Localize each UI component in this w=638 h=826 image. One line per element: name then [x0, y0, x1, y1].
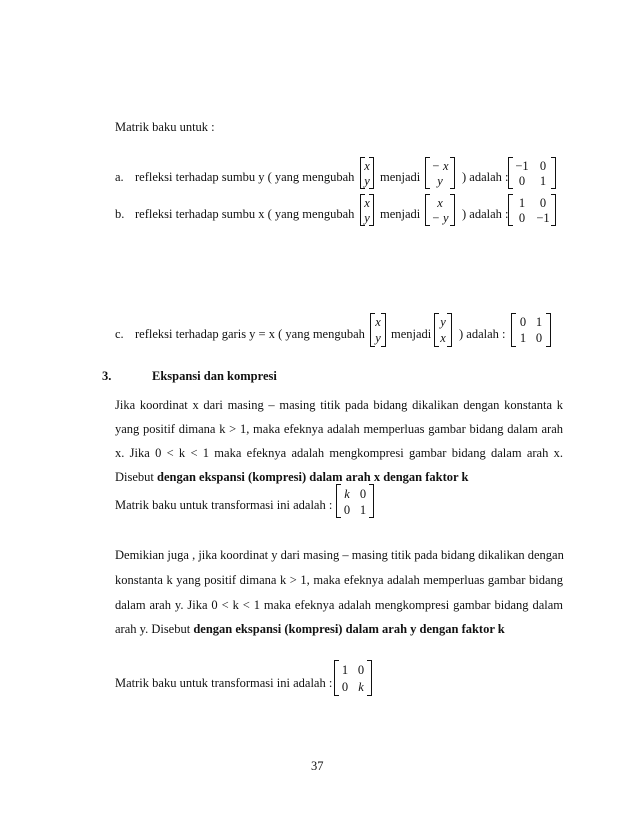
matrix-entry: 0: [343, 503, 351, 517]
matrix-entry: 0: [518, 211, 526, 225]
para2-bold: dengan ekspansi (kompresi) dalam arah y dengan faktor k: [193, 622, 505, 636]
item-a-middle: menjadi: [380, 170, 421, 184]
para1-line-4: [115, 470, 468, 485]
para1-line-3: x. Jika 0 < k < 1 maka efeknya adalah mengkompresi gambar bidang dalam arah x.: [115, 446, 563, 460]
item-b-to-vector: [425, 194, 455, 226]
item-c-end: ) adalah :: [459, 327, 506, 341]
vector-entry: − x: [431, 159, 449, 173]
matrix-entry: 0: [357, 663, 365, 677]
matrix-entry: 1: [359, 503, 367, 517]
item-c-from-vector: [370, 313, 386, 347]
vector-entry: y: [440, 315, 446, 329]
vector-entry: y: [375, 331, 381, 345]
item-c-label: c.: [115, 327, 124, 341]
section-number: 3.: [102, 369, 112, 383]
matrix-entry: 0: [341, 680, 349, 694]
item-c-text: refleksi terhadap garis y = x ( yang mengubah: [135, 327, 365, 341]
item-c-matrix: [511, 313, 551, 347]
matrix-entry: 0: [535, 331, 543, 345]
item-b-matrix: [508, 194, 556, 226]
vector-entry: y: [364, 174, 370, 188]
para2-lead: arah y. Disebut: [115, 622, 191, 636]
item-b-end: ) adalah :: [462, 207, 509, 221]
expansion-y-matrix: [334, 660, 372, 696]
matrix-entry: −1: [515, 159, 529, 173]
item-a-to-vector: [425, 157, 455, 189]
matrix-entry: 0: [539, 196, 547, 210]
para1-bold: dengan ekspansi (kompresi) dalam arah x dengan faktor k: [157, 470, 469, 484]
matrix-entry: 1: [518, 196, 526, 210]
para2-line-2: konstanta k yang positif dimana k > 1, maka efeknya adalah memperluas gambar bidang: [115, 573, 563, 587]
matrix-entry: 0: [359, 487, 367, 501]
expansion-x-matrix: [336, 484, 374, 518]
vector-entry: y: [437, 174, 443, 188]
matrix-label-2: Matrik baku untuk transformasi ini adalah :: [115, 676, 333, 690]
vector-entry: − y: [431, 211, 449, 225]
item-a-from-vector: [360, 157, 374, 189]
matrix-entry: 1: [535, 315, 543, 329]
para1-line-1: Jika koordinat x dari masing – masing titik pada bidang dikalikan dengan konstanta k: [115, 398, 563, 412]
matrix-entry: −1: [536, 211, 550, 225]
vector-entry: x: [364, 196, 370, 210]
vector-entry: x: [364, 159, 370, 173]
vector-entry: x: [440, 331, 446, 345]
matrix-entry: k: [358, 680, 364, 694]
matrix-entry: 1: [341, 663, 349, 677]
item-b-middle: menjadi: [380, 207, 421, 221]
vector-entry: x: [375, 315, 381, 329]
page-number: 37: [311, 759, 324, 773]
item-b-from-vector: [360, 194, 374, 226]
matrix-entry: 0: [518, 174, 526, 188]
item-b-label: b.: [115, 207, 125, 221]
matrix-entry: 1: [519, 331, 527, 345]
para2-line-3: dalam arah y. Jika 0 < k < 1 maka efeknya adalah mengkompresi gambar bidang dalam: [115, 598, 563, 612]
item-a-label: a.: [115, 170, 124, 184]
item-a-matrix: [508, 157, 556, 189]
matrix-entry: k: [344, 487, 350, 501]
matrix-entry: 0: [539, 159, 547, 173]
matrix-entry: 0: [519, 315, 527, 329]
item-b-text: refleksi terhadap sumbu x ( yang mengubah: [135, 207, 355, 221]
vector-entry: x: [437, 196, 443, 210]
matrix-entry: 1: [539, 174, 547, 188]
para1-lead: Disebut: [115, 470, 154, 484]
item-a-text: refleksi terhadap sumbu y ( yang mengubah: [135, 170, 355, 184]
vector-entry: y: [364, 211, 370, 225]
intro-text: Matrik baku untuk :: [115, 120, 215, 134]
item-c-middle: menjadi: [391, 327, 432, 341]
section-title: Ekspansi dan kompresi: [152, 369, 277, 383]
para2-line-4: [115, 622, 505, 637]
item-c-to-vector: [434, 313, 452, 347]
item-a-end: ) adalah :: [462, 170, 509, 184]
para2-line-1: Demikian juga , jika koordinat y dari masing – masing titik pada bidang dikalikan dengan: [115, 548, 564, 562]
para1-line-2: yang positif dimana k > 1, maka efeknya adalah memperluas gambar bidang dalam arah: [115, 422, 563, 436]
matrix-label-1: Matrik baku untuk transformasi ini adalah :: [115, 498, 333, 512]
